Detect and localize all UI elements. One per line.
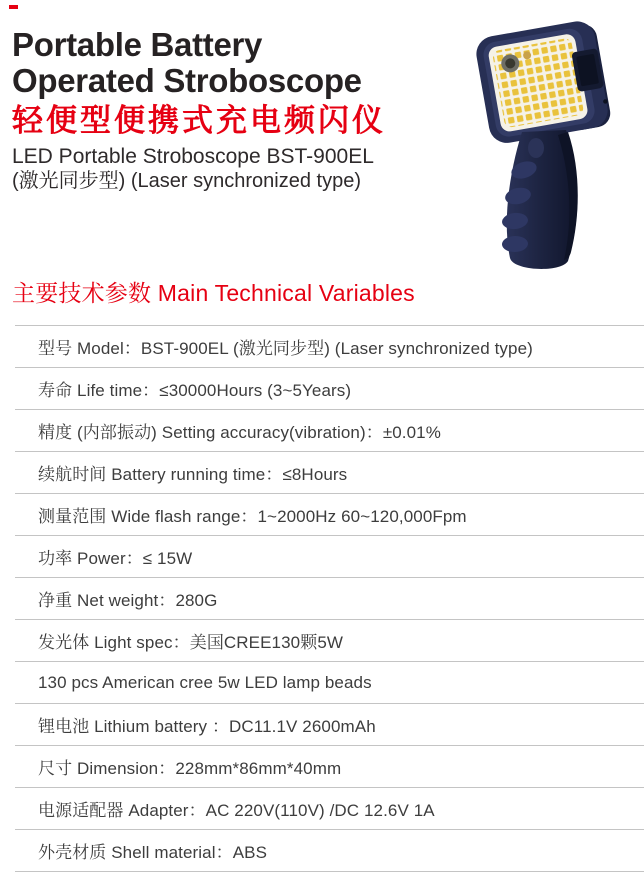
product-photo (438, 20, 644, 274)
spec-row-lamp-beads (15, 661, 644, 703)
spec-text: 130 pcs American cree 5w LED lamp beads (38, 672, 372, 692)
spec-text: 尺寸 Dimension：228mm*86mm*40mm (38, 759, 342, 778)
page-title-chinese: 轻便型便携式充电频闪仪 (12, 103, 386, 138)
spec-row-flash-range (15, 493, 644, 535)
spec-text: 寿命 Life time：≤30000Hours (3~5Years) (38, 381, 352, 400)
section-header: 主要技术参数 Main Technical Variables (12, 280, 415, 306)
device-head (474, 20, 613, 146)
spec-text: 精度 (内部振动) Setting accuracy(vibration)：±0.01% (38, 423, 441, 442)
spec-text: 锂电池 Lithium battery ：DC11.1V 2600mAh (38, 717, 376, 736)
page-title-line1: Portable Battery (12, 26, 263, 63)
device-handle (501, 130, 578, 269)
spec-row-model (15, 325, 644, 367)
spec-row-net-weight (15, 577, 644, 619)
spec-text: 发光体 Light spec：美国CREE130颗5W (38, 633, 344, 652)
spec-text: 型号 Model：BST-900EL (激光同步型) (Laser synchronized type) (38, 339, 533, 358)
spec-row-power (15, 535, 644, 577)
stroboscope-illustration (438, 20, 644, 274)
spec-text: 功率 Power：≤ 15W (38, 549, 193, 568)
spec-row-lithium-battery (15, 703, 644, 745)
trigger-button (528, 138, 544, 158)
spec-row-adapter (15, 787, 644, 829)
spec-row-life-time (15, 367, 644, 409)
spec-row-light-spec (15, 619, 644, 661)
spec-text: 续航时间 Battery running time：≤8Hours (38, 465, 348, 484)
page-title-line2: Operated Stroboscope (12, 62, 362, 99)
spec-text: 净重 Net weight：280G (38, 591, 218, 610)
product-type-line: (激光同步型) (Laser synchronized type) (12, 170, 361, 192)
spec-text: 电源适配器 Adapter：AC 220V(110V) /DC 12.6V 1A (38, 801, 435, 820)
spec-row-dimension (15, 745, 644, 787)
red-dash-mark (9, 5, 18, 9)
spec-text: 测量范围 Wide flash range：1~2000Hz 60~120,000Fpm (38, 507, 467, 526)
spec-text: 外壳材质 Shell material：ABS (38, 843, 268, 862)
spec-row-accuracy (15, 409, 644, 451)
spec-table (15, 325, 644, 872)
page-title (12, 27, 362, 99)
spec-row-battery-running-time (15, 451, 644, 493)
spec-row-shell-material (15, 829, 644, 871)
product-subtitle: LED Portable Stroboscope BST-900EL (12, 145, 374, 168)
